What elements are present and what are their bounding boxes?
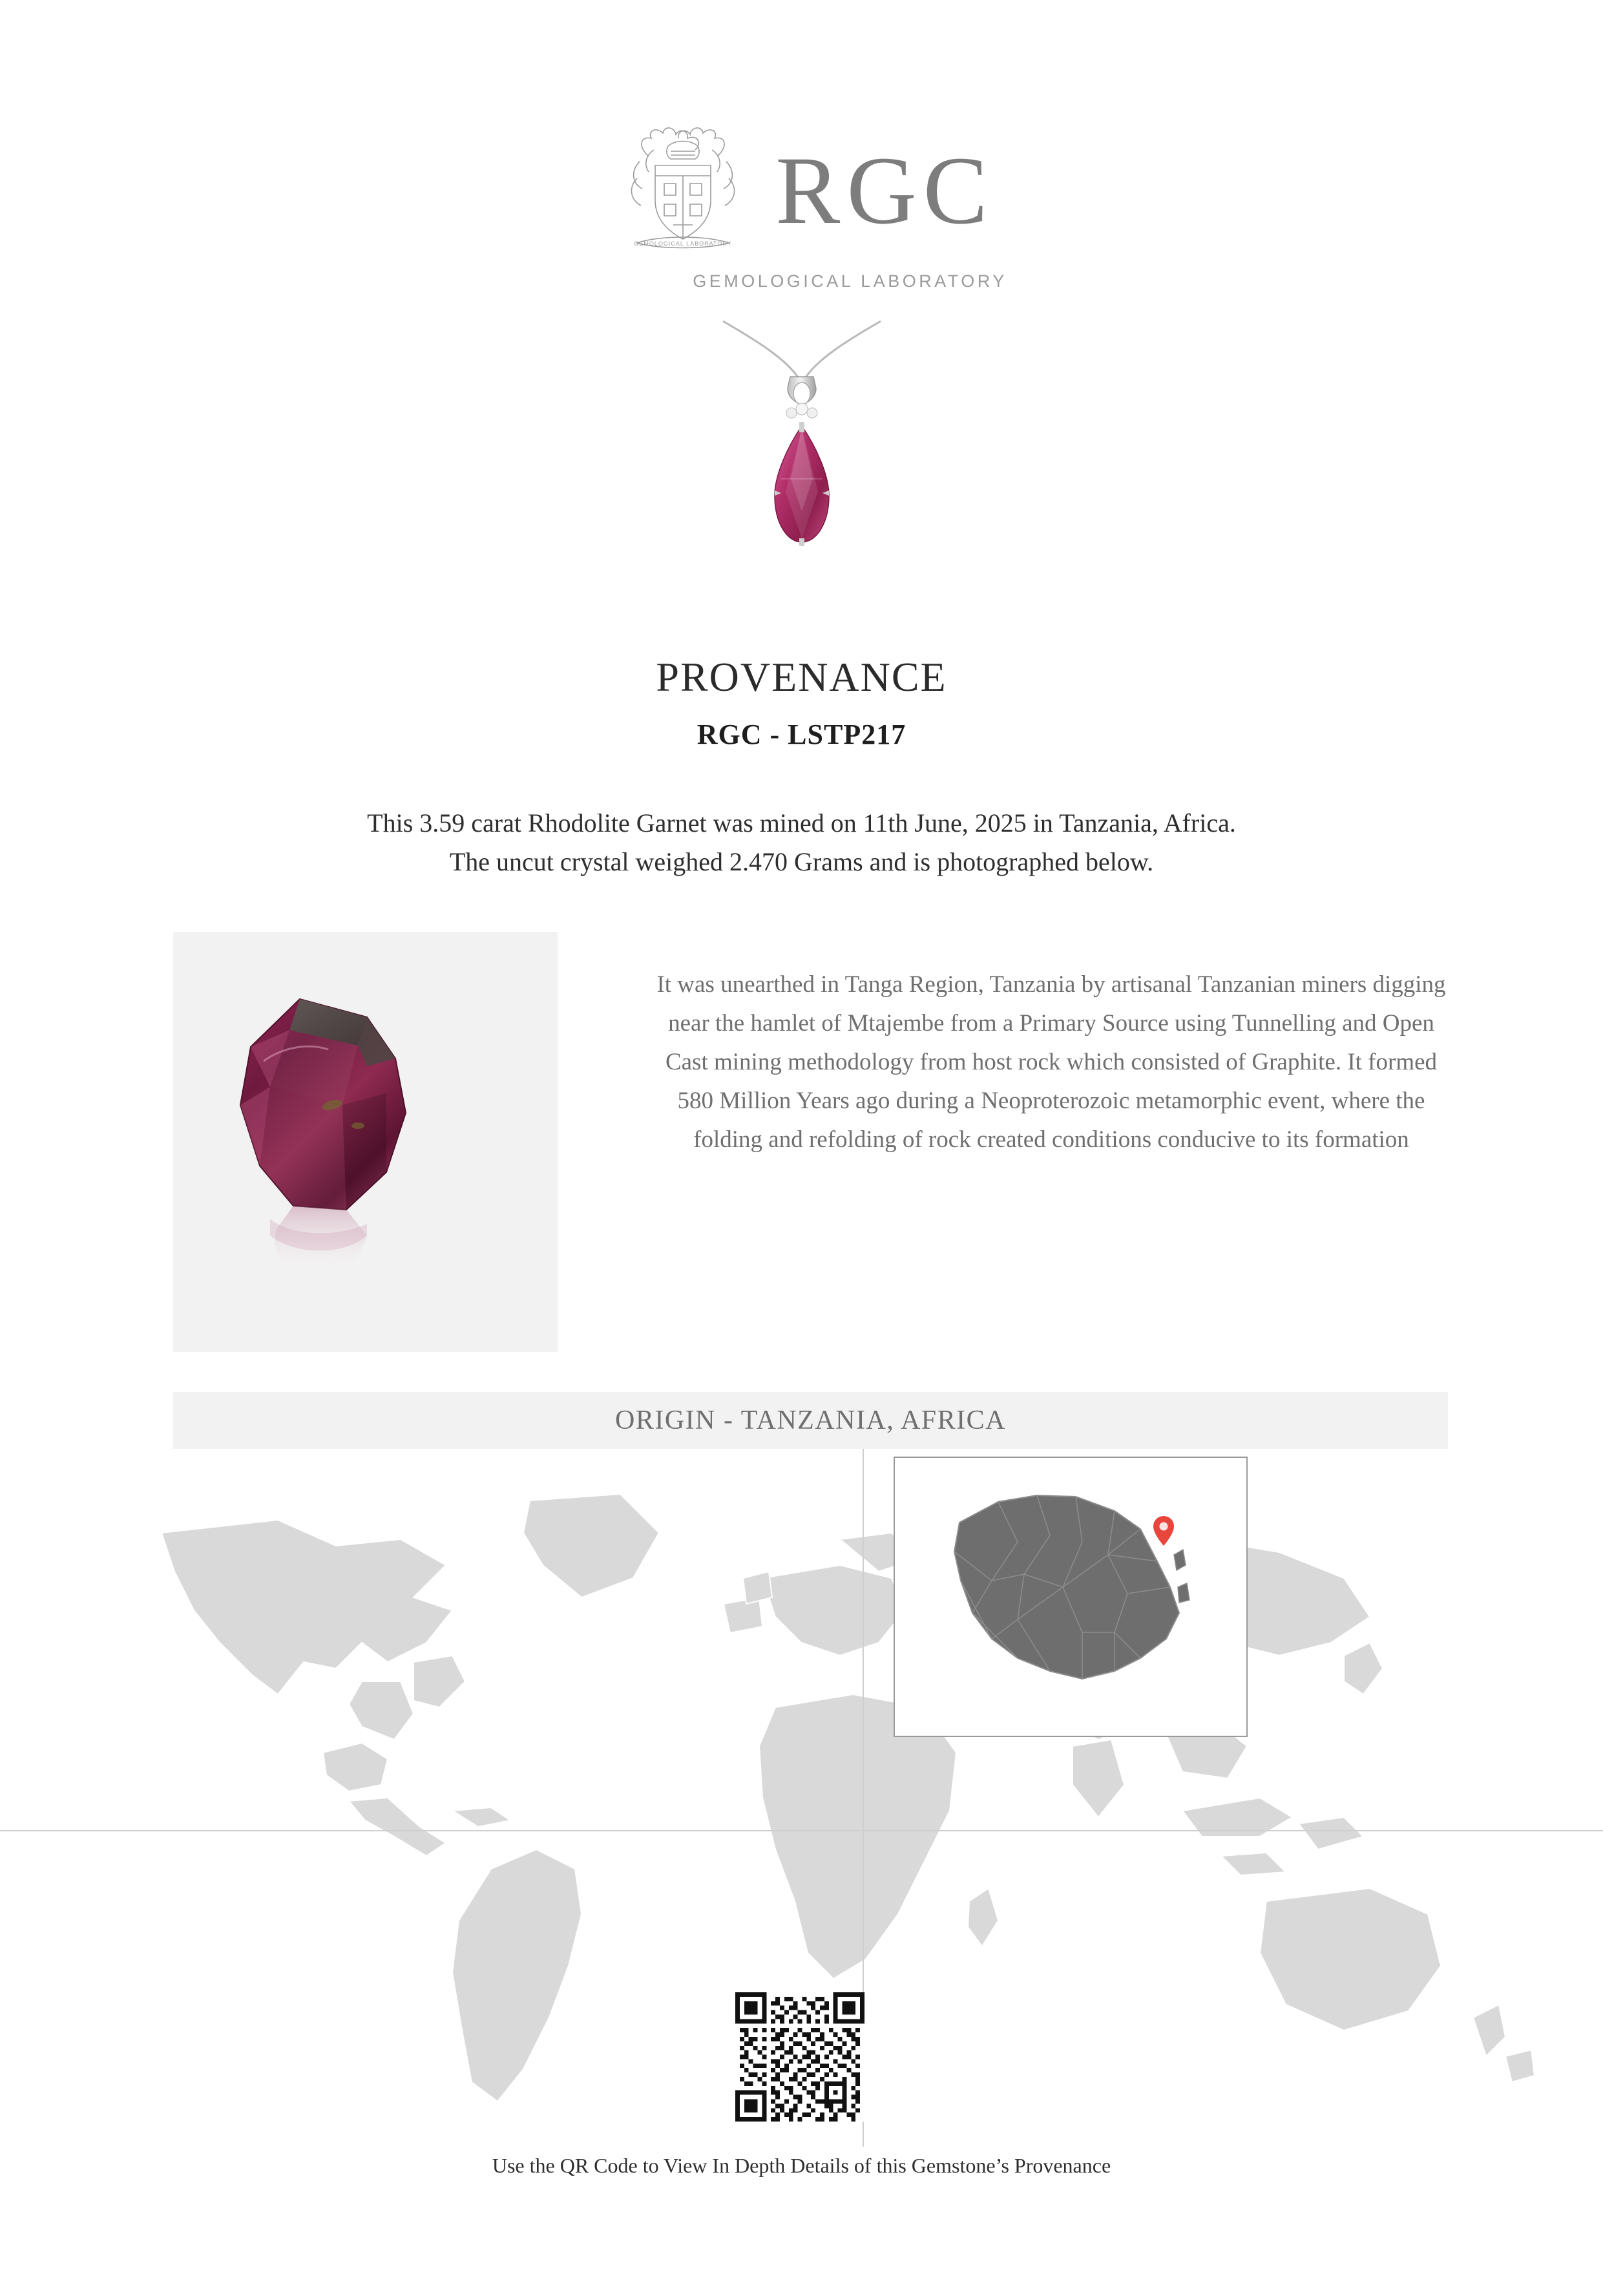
brand-subtitle: GEMOLOGICAL LABORATORY (693, 271, 1007, 291)
pear-cut-pink-gemstone-pendant-photo (718, 317, 886, 595)
brand-name: RGC (775, 137, 994, 244)
origin-label: ORIGIN - TANZANIA, AFRICA (614, 1406, 1006, 1435)
document-header (0, 0, 1603, 291)
intro-paragraph (220, 804, 1383, 881)
tanzania-country-map (894, 1457, 1248, 1737)
map-crosshair-horizontal (0, 1830, 1603, 1831)
rough-gemstone-crystal-photo (173, 932, 558, 1352)
qr-code[interactable] (735, 1992, 864, 2122)
intro-line-2: The uncut crystal weighed 2.470 Grams and is photographed below. (449, 847, 1154, 876)
page-title: PROVENANCE (656, 654, 947, 700)
rough-and-description-section (0, 932, 1603, 1352)
brand-logo (596, 116, 1007, 291)
logo-row (609, 116, 994, 265)
certificate-id: RGC - LSTP217 (697, 719, 906, 750)
qr-footer-note: Use the QR Code to View In Depth Details of this Gemstone’s Provenance (492, 2154, 1111, 2177)
intro-line-1: This 3.59 carat Rhodolite Garnet was mined on 11th June, 2025 in Tanzania, Africa. (367, 808, 1236, 837)
origin-band (173, 1392, 1448, 1449)
provenance-description: It was unearthed in Tanga Region, Tanzania by artisanal Tanzanian miners digging near the hamlet of Mtajembe from a Primary Source using Tunnelling and Open Cast mining methodology from host rock which consisted of Graphite. It formed 580 Million Years ago during a Neoproterozoic metamorphic event, where the folding and refolding of rock created conditions conducive to its formation (656, 971, 1446, 1153)
heraldic-crest-icon (609, 116, 757, 265)
svg-text:GEMOLOGICAL LABORATORY: GEMOLOGICAL LABORATORY (634, 240, 732, 247)
product-image-wrap (0, 317, 1603, 595)
